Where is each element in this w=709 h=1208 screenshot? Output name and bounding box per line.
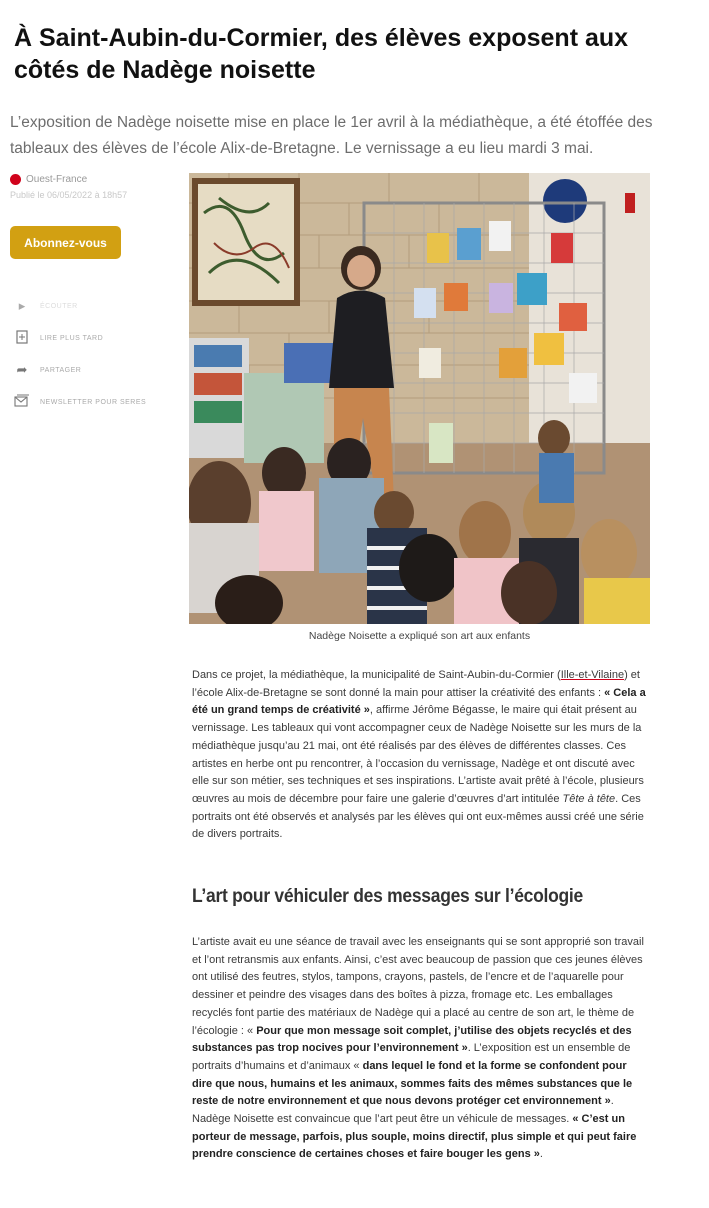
article-meta (10, 174, 180, 200)
source-name: Ouest-France (26, 174, 88, 185)
paragraph-2 (192, 934, 647, 1164)
paragraph-2-text: . L’exposition est un ensemble de portraits d’humains et d’animaux « (192, 1042, 631, 1072)
paragraph-1 (192, 667, 647, 844)
paragraph-2-text: . Nadège Noisette est convaincue que l’art peut être un véhicule de messages. (192, 1095, 614, 1126)
mayor-quote: « Cela a été un grand temps de créativité » (192, 686, 646, 717)
artist-quote-2: dans lequel le fond et la forme se confondent pour dire que nous, humains et les animaux, sommes faits des mêmes substances que le reste de notre environnement et que nous devons protéger cet environnement » (192, 1059, 633, 1108)
gallery-title: Tête à tête (562, 792, 616, 805)
artist-quote-1: Pour que mon message soit complet, j’utilise des objets recyclés et des substances pas trop nocives pour l’environnement » (192, 1024, 632, 1055)
action-label: LIRE PLUS TARD (40, 334, 104, 342)
action-label: NEWSLETTER POUR SERES (40, 398, 147, 406)
action-newsletter[interactable] (12, 386, 182, 418)
action-read-later[interactable] (12, 322, 182, 354)
action-label: ÉCOUTER (40, 302, 78, 310)
source-line[interactable] (10, 174, 180, 185)
artist-quote-3: « C’est un porteur de message, parfois, plus souple, moins directif, plus simple et qui peut faire prendre conscience de certaines choses et faire bouger les gens » (192, 1113, 637, 1161)
publish-date: Publié le 06/05/2022 à 18h57 (10, 190, 128, 200)
paragraph-2-text: L’artiste avait eu une séance de travail avec les enseignants qui se sont approprié son travail et l’ont retransmis aux enfants. Ainsi, c’est avec beaucoup de passion que ces jeunes élèves ont utilisé des feutres, stylos, tampons, crayons, pastels, de l’encre et de l’aquarelle pour dessiner et peindre des visages dans des boîtes à pizza, fromage etc. Les emballages recyclés font partie des matériaux de Nadège qui a placé au centre de son art, le thème de l’écologie : « (192, 936, 644, 1037)
paragraph-1-text: Dans ce projet, la médiathèque, la municipalité de Saint-Aubin-du-Cormier ( (192, 669, 561, 681)
article-lede: L’exposition de Nadège noisette mise en place le 1er avril à la médiathèque, a été étoffée des tableaux des élèves de l’école Alix-de-Bretagne. Le vernissage a eu lieu mardi 3 mai. (10, 114, 653, 157)
section-heading: L’art pour véhiculer des messages sur l’écologie (192, 886, 583, 907)
action-label: PARTAGER (40, 366, 82, 374)
play-icon: ▸ (18, 298, 26, 313)
article-photo (189, 173, 650, 624)
share-icon: ➦ (16, 362, 28, 377)
article-title: À Saint-Aubin-du-Cormier, des élèves exposent aux côtés de Nadège noisette (14, 24, 629, 84)
paragraph-1-text: . Ces portraits ont été observés et analysés par les élèves qui ont eux-mêmes aussi créé une série de divers portraits. (192, 792, 644, 841)
newsletter-icon (12, 394, 32, 411)
action-share[interactable] (12, 354, 182, 386)
photo-caption: Nadège Noisette a expliqué son art aux enfants (308, 630, 531, 642)
action-listen[interactable] (12, 290, 182, 322)
paragraph-1-text: ) et l’école Alix-de-Bretagne se sont donné la main pour attiser la créativité des enfants : (192, 669, 640, 699)
subscribe-button[interactable]: Abonnez-vous (10, 226, 121, 259)
link-ille-et-vilaine[interactable]: Ille-et-Vilaine (560, 669, 625, 681)
paragraph-1-text: , affirme Jérôme Bégasse, le maire qui était présent au vernissage. Les tableaux qui vont accompagner ceux de Nadège Noisette sur les murs de la médiathèque jusqu’au 21 mai, ont été réalisés par des élèves de différentes classes. Ces artistes en herbe ont pu rencontrer, à l’occasion du vernissage, Nadège et ont discuté avec elle sur son métier, ses techniques et ses inspirations. L’artiste avait prêté à l’école, plusieurs œuvres au mois de décembre pour faire une galerie d’œuvres d’art intitulée (192, 704, 644, 805)
paragraph-2-text: . (539, 1148, 543, 1161)
bookmark-icon (12, 330, 32, 347)
ouest-france-logo-icon (10, 174, 21, 185)
article-actions (12, 290, 182, 418)
